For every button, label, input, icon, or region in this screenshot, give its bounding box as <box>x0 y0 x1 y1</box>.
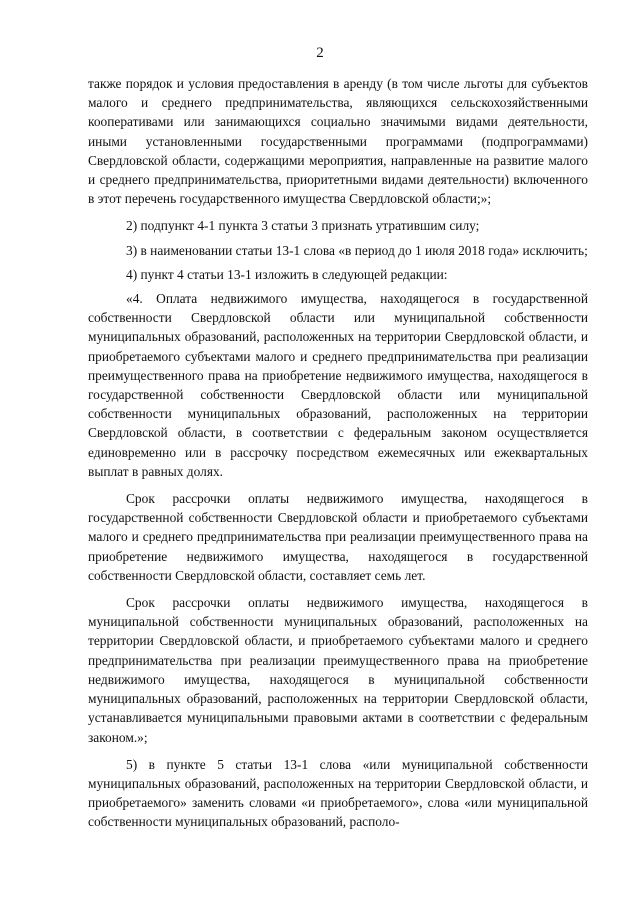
paragraph-continuation: также порядок и условия предоставления в аренду (в том числе льготы для субъектов малого и среднего предпринимательства, являющихся сельскохозяйственными кооперативами или занимающихся социально значимыми видами деятельности, иными установленными государственными программами (подпрограммами) Свердловской области, содержащими мероприятия, направленные на развитие малого и среднего предпринимательства, приоритетными видами деятельности) включенного в этот перечень государственного имущества Свердловской области;»; <box>88 76 588 207</box>
paragraph-item-2: 2) подпункт 4-1 пункта 3 статьи 3 признать утратившим силу; <box>126 218 480 234</box>
page-number: 2 <box>316 45 324 61</box>
paragraph-installment-municipal: Срок рассрочки оплаты недвижимого имущества, находящегося в муниципальной собственности муниципальных образований, расположенных на территории Свердловской области, и приобретаемого субъектами малого и среднего предпринимательства при реализации преимущественного права на приобретение недвижимого имущества, находящегося в муниципальной собственности муниципальных образований, расположенных на территории Свердловской области, устанавливается муниципальными правовыми актами в соответствии с федеральным законом.»; <box>88 595 588 745</box>
paragraph-installment-state: Срок рассрочки оплаты недвижимого имущества, находящегося в государственной собственности Свердловской области и приобретаемого субъектами малого и среднего предпринимательства при реализации преимущественного права на приобретение недвижимого имущества, находящегося в государственной собственности Свердловской области, составляет семь лет. <box>88 491 588 583</box>
paragraph-point-4-text: «4. Оплата недвижимого имущества, находящегося в государственной собственности Свердловской области или муниципальной собственности муниципальных образований, расположенных на территории Свердловской области, и приобретаемого субъектами малого и среднего предпринимательства при реализации преимущественного права на приобретение недвижимого имущества, находящегося в государственной собственности Свердловской области или муниципальной собственности муниципальных образований, расположенных на территории Свердловской области, в соответствии с федеральным законом осуществляется единовременно или в рассрочку посредством ежемесячных или ежеквартальных выплат в равных долях. <box>88 291 588 479</box>
paragraph-item-3: 3) в наименовании статьи 13-1 слова «в период до 1 июля 2018 года» исключить; <box>126 242 588 258</box>
document-body <box>88 74 588 837</box>
paragraph-item-4: 4) пункт 4 статьи 13-1 изложить в следующей редакции: <box>126 266 448 282</box>
paragraph-item-5: 5) в пункте 5 статьи 13-1 слова «или муниципальной собственности муниципальных образований, расположенных на территории Свердловской области, и приобретаемого» заменить словами «и приобретаемого», слова «или муниципальной собственности муниципальных образований, располо- <box>88 756 588 830</box>
